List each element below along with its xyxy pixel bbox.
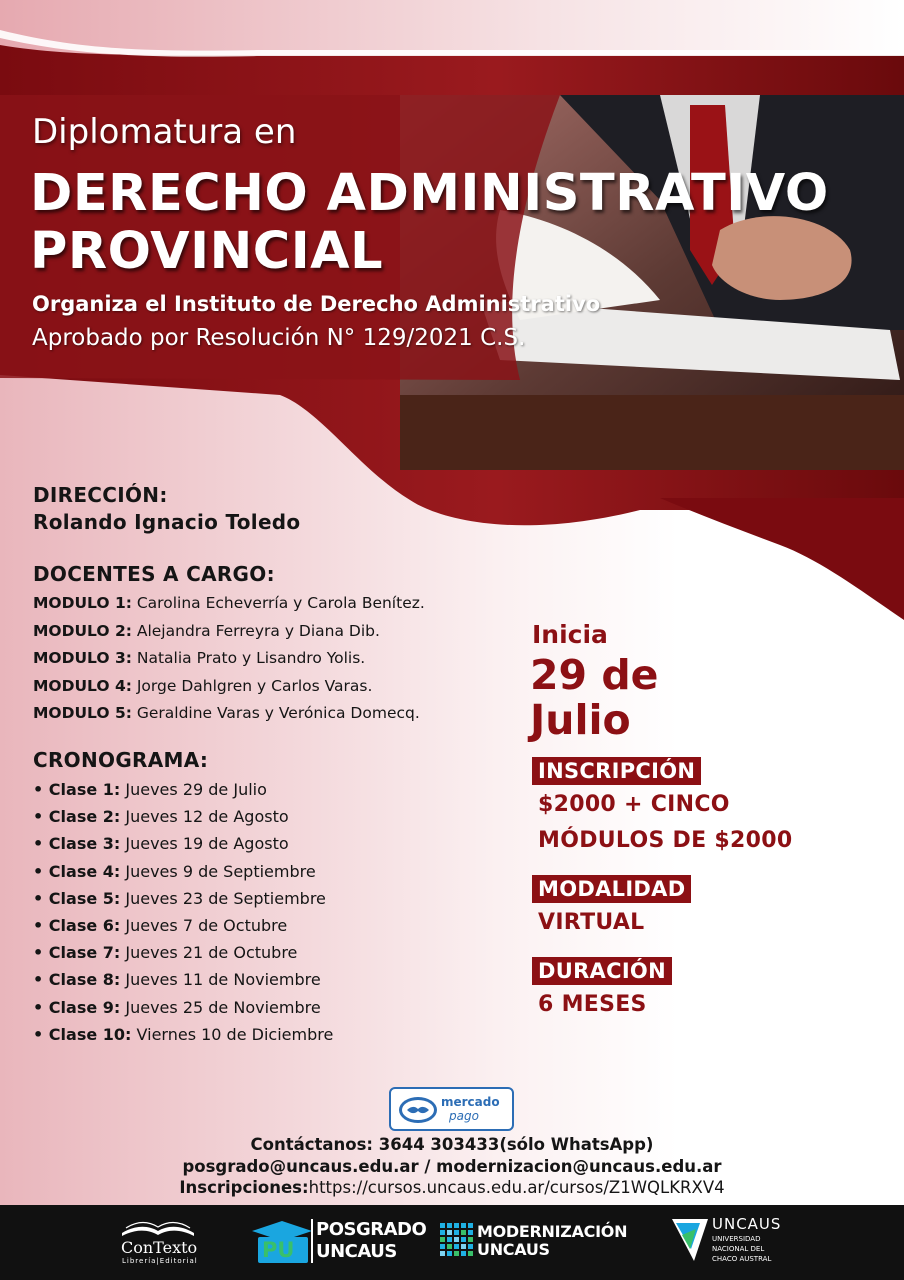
schedule-heading: CRONOGRAMA: bbox=[33, 748, 209, 772]
class-date: Jueves 19 de Agosto bbox=[120, 834, 289, 854]
list-item bbox=[33, 677, 503, 705]
module-label: MODULO 1: bbox=[33, 594, 132, 612]
module-label: MODULO 5: bbox=[33, 704, 132, 722]
class-date: Jueves 12 de Agosto bbox=[120, 807, 289, 827]
class-date: Jueves 9 de Septiembre bbox=[120, 861, 316, 881]
contexto-logo-text: ConTexto bbox=[121, 1238, 198, 1257]
inscriptions-label: Inscripciones: bbox=[179, 1178, 309, 1197]
class-date: Viernes 10 de Diciembre bbox=[131, 1024, 334, 1044]
module-label: MODULO 3: bbox=[33, 649, 132, 667]
list-item bbox=[33, 780, 503, 807]
list-item bbox=[33, 834, 503, 861]
footer-logos bbox=[0, 1205, 904, 1280]
pixel-grid-icon bbox=[440, 1223, 473, 1256]
direction-heading: DIRECCIÓN: bbox=[33, 483, 168, 507]
class-label: • Clase 3: bbox=[33, 834, 121, 854]
start-label: Inicia bbox=[532, 620, 608, 649]
inscription-badge: INSCRIPCIÓN bbox=[532, 757, 701, 785]
module-label: MODULO 4: bbox=[33, 676, 132, 695]
uncaus-logo-sub2: NACIONAL DEL bbox=[712, 1245, 765, 1253]
organizer-text: Organiza el Instituto de Derecho Administrativo bbox=[32, 292, 601, 316]
class-label: • Clase 6: bbox=[33, 915, 121, 935]
duration-value: 6 MESES bbox=[538, 992, 647, 1017]
contact-emails[interactable]: posgrado@uncaus.edu.ar / modernizacion@uncaus.edu.ar bbox=[182, 1157, 722, 1176]
modernizacion-logo-line2: UNCAUS bbox=[477, 1240, 550, 1259]
page-title-line1: DERECHO ADMINISTRATIVO bbox=[30, 164, 829, 223]
modality-badge: MODALIDAD bbox=[532, 875, 691, 903]
contexto-logo-subtext: Librería|Editorial bbox=[122, 1257, 198, 1265]
mercado-pago-logo bbox=[389, 1087, 514, 1131]
uncaus-logo-sub1: UNIVERSIDAD bbox=[712, 1235, 761, 1243]
list-item bbox=[33, 998, 503, 1025]
class-date: Jueves 23 de Septiembre bbox=[120, 888, 326, 908]
list-item bbox=[33, 807, 503, 834]
module-label: MODULO 2: bbox=[33, 621, 132, 640]
list-item bbox=[33, 594, 503, 622]
class-label: • Clase 10: bbox=[33, 1024, 132, 1044]
class-label: • Clase 5: bbox=[33, 888, 121, 908]
schedule-list bbox=[33, 780, 503, 1052]
list-item bbox=[33, 1025, 503, 1052]
inscription-price-line1: $2000 + CINCO bbox=[538, 792, 730, 817]
module-teachers: Natalia Prato y Lisandro Yolis. bbox=[131, 649, 366, 667]
modality-value: VIRTUAL bbox=[538, 910, 645, 935]
module-teachers: Alejandra Ferreyra y Diana Dib. bbox=[131, 621, 380, 640]
class-label: • Clase 4: bbox=[33, 861, 121, 881]
handshake-icon bbox=[399, 1097, 437, 1123]
class-date: Jueves 11 de Noviembre bbox=[120, 970, 321, 990]
director-name: Rolando Ignacio Toledo bbox=[33, 510, 301, 534]
posgrado-mark: PU bbox=[262, 1238, 295, 1262]
start-date-line1: 29 de bbox=[530, 651, 659, 699]
diploma-pretitle: Diplomatura en bbox=[32, 112, 297, 152]
list-item bbox=[33, 916, 503, 943]
uncaus-logo-sub3: CHACO AUSTRAL bbox=[712, 1255, 772, 1263]
list-item bbox=[33, 970, 503, 997]
mercado-pago-text1: mercado bbox=[441, 1095, 500, 1109]
teachers-heading: DOCENTES A CARGO: bbox=[33, 562, 275, 586]
inscription-price-line2: MÓDULOS DE $2000 bbox=[538, 828, 793, 853]
class-label: • Clase 7: bbox=[33, 943, 121, 963]
class-date: Jueves 21 de Octubre bbox=[120, 943, 298, 963]
class-date: Jueves 7 de Octubre bbox=[120, 915, 288, 935]
modernizacion-logo-line1: MODERNIZACIÓN bbox=[477, 1222, 628, 1241]
posgrado-logo-line2: UNCAUS bbox=[316, 1241, 397, 1262]
teachers-list bbox=[33, 594, 503, 732]
contact-phone: Contáctanos: 3644 303433(sólo WhatsApp) bbox=[250, 1135, 654, 1154]
list-item bbox=[33, 622, 503, 650]
list-item bbox=[33, 649, 503, 677]
page-title-line2: PROVINCIAL bbox=[30, 222, 384, 281]
class-date: Jueves 25 de Noviembre bbox=[120, 997, 321, 1017]
approval-text: Aprobado por Resolución N° 129/2021 C.S. bbox=[32, 325, 526, 351]
class-label: • Clase 2: bbox=[33, 807, 121, 827]
list-item bbox=[33, 862, 503, 889]
contact-inscriptions bbox=[0, 1178, 904, 1197]
module-teachers: Geraldine Varas y Verónica Domecq. bbox=[131, 704, 420, 722]
start-date-line2: Julio bbox=[530, 696, 631, 744]
inscriptions-link[interactable]: https://cursos.uncaus.edu.ar/cursos/Z1WQLKRXV4 bbox=[308, 1178, 725, 1197]
class-label: • Clase 9: bbox=[33, 997, 121, 1017]
class-label: • Clase 1: bbox=[33, 780, 121, 799]
uncaus-logo-text: UNCAUS bbox=[712, 1215, 782, 1233]
module-teachers: Carolina Echeverría y Carola Benítez. bbox=[131, 594, 425, 612]
list-item bbox=[33, 943, 503, 970]
class-label: • Clase 8: bbox=[33, 970, 121, 990]
posgrado-logo-line1: POSGRADO bbox=[316, 1219, 427, 1240]
book-icon bbox=[122, 1223, 194, 1236]
duration-badge: DURACIÓN bbox=[532, 957, 672, 985]
mercado-pago-text2: pago bbox=[449, 1109, 479, 1123]
class-date: Jueves 29 de Julio bbox=[120, 780, 267, 799]
list-item bbox=[33, 704, 503, 732]
list-item bbox=[33, 889, 503, 916]
uncaus-shield-icon bbox=[672, 1219, 708, 1261]
module-teachers: Jorge Dahlgren y Carlos Varas. bbox=[131, 676, 373, 695]
